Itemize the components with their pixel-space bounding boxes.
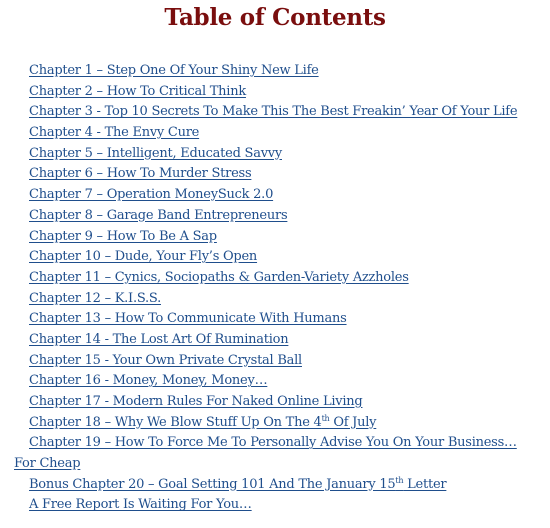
ordinal-suffix: th <box>321 413 330 423</box>
toc-link-chapter-19-continued[interactable]: For Cheap <box>14 456 81 472</box>
toc-item-chapter-19 <box>0 433 550 454</box>
toc-link-chapter-4[interactable]: Chapter 4 - The Envy Cure <box>29 125 200 141</box>
toc-link-bonus-chapter-20-text-end: Letter <box>403 476 447 492</box>
toc-link-chapter-18-text-end: Of July <box>329 414 377 430</box>
toc-item-chapter-4 <box>0 123 550 144</box>
toc-item-chapter-12 <box>0 289 550 310</box>
toc-link-chapter-12[interactable]: Chapter 12 – K.I.S.S. <box>29 290 161 306</box>
toc-item-chapter-19-continued <box>0 454 550 475</box>
toc-link-chapter-18[interactable] <box>29 415 376 430</box>
toc-item-chapter-6 <box>0 164 550 185</box>
toc-link-chapter-18-text: Chapter 18 – Why We Blow Stuff Up On The 4 <box>29 414 322 430</box>
toc-item-chapter-3 <box>0 102 550 123</box>
toc-item-chapter-5 <box>0 144 550 165</box>
toc-item-chapter-18 <box>0 413 550 434</box>
toc-link-chapter-5[interactable]: Chapter 5 – Intelligent, Educated Savvy <box>29 145 282 161</box>
toc-link-chapter-15[interactable]: Chapter 15 - Your Own Private Crystal Ball <box>29 352 302 368</box>
toc-item-chapter-14 <box>0 330 550 351</box>
ordinal-suffix: th <box>395 475 404 485</box>
toc-link-chapter-7[interactable]: Chapter 7 – Operation MoneySuck 2.0 <box>29 187 274 203</box>
toc-item-chapter-16 <box>0 371 550 392</box>
page-title: Table of Contents <box>164 4 386 31</box>
toc-item-chapter-13 <box>0 309 550 330</box>
toc-link-chapter-19[interactable]: Chapter 19 – How To Force Me To Personally Advise You On Your Business… <box>29 435 517 451</box>
toc-link-chapter-6[interactable]: Chapter 6 – How To Murder Stress <box>29 166 252 182</box>
table-of-contents <box>0 61 550 516</box>
toc-item-chapter-9 <box>0 227 550 248</box>
toc-item-chapter-17 <box>0 392 550 413</box>
toc-link-chapter-1[interactable]: Chapter 1 – Step One Of Your Shiny New Life <box>29 63 319 78</box>
toc-link-chapter-11[interactable]: Chapter 11 – Cynics, Sociopaths & Garden-Variety Azzholes <box>29 269 409 285</box>
toc-link-chapter-13[interactable]: Chapter 13 – How To Communicate With Humans <box>29 311 347 327</box>
toc-link-chapter-10[interactable]: Chapter 10 – Dude, Your Fly’s Open <box>29 249 258 265</box>
toc-item-bonus-chapter-20 <box>0 475 550 496</box>
toc-link-chapter-3[interactable]: Chapter 3 - Top 10 Secrets To Make This The Best Freakin’ Year Of Your Life <box>29 104 518 120</box>
toc-item-chapter-11 <box>0 268 550 289</box>
toc-link-free-report[interactable]: A Free Report Is Waiting For You… <box>29 497 252 513</box>
toc-item-chapter-15 <box>0 351 550 372</box>
toc-link-chapter-16[interactable]: Chapter 16 - Money, Money, Money… <box>29 373 268 389</box>
toc-item-chapter-1 <box>0 61 550 82</box>
toc-link-chapter-14[interactable]: Chapter 14 - The Lost Art Of Rumination <box>29 331 289 347</box>
toc-link-chapter-9[interactable]: Chapter 9 – How To Be A Sap <box>29 228 217 244</box>
toc-item-chapter-8 <box>0 206 550 227</box>
toc-item-free-report <box>0 495 550 516</box>
toc-link-bonus-chapter-20[interactable] <box>29 477 446 492</box>
toc-link-chapter-17[interactable]: Chapter 17 - Modern Rules For Naked Online Living <box>29 394 363 409</box>
toc-link-chapter-2[interactable]: Chapter 2 – How To Critical Think <box>29 83 246 99</box>
toc-item-chapter-2 <box>0 82 550 103</box>
toc-link-chapter-8[interactable]: Chapter 8 – Garage Band Entrepreneurs <box>29 207 288 223</box>
toc-link-bonus-chapter-20-text: Bonus Chapter 20 – Goal Setting 101 And The January 15 <box>29 476 396 492</box>
toc-item-chapter-7 <box>0 185 550 206</box>
toc-item-chapter-10 <box>0 247 550 268</box>
